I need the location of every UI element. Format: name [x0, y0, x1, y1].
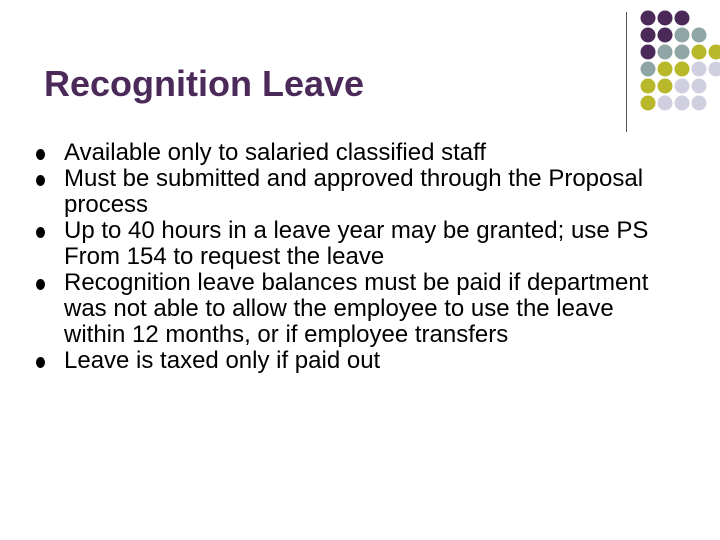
bullet-dot-icon [36, 175, 45, 186]
decorative-dot [641, 62, 656, 77]
decorative-dot [658, 62, 673, 77]
bullet-item [36, 270, 676, 348]
bullet-item [36, 348, 676, 374]
bullet-dot-icon [36, 357, 45, 368]
bullet-item [36, 140, 676, 166]
decorative-dot [658, 11, 673, 26]
bullet-list [36, 140, 676, 374]
decorative-dot [692, 28, 707, 43]
bullet-dot-icon [36, 227, 45, 238]
decorative-dot [658, 96, 673, 111]
bullet-dot-icon [36, 279, 45, 290]
decorative-dot [641, 28, 656, 43]
decorative-dot [658, 79, 673, 94]
decorative-dot [641, 11, 656, 26]
bullet-item [36, 218, 676, 270]
decorative-dot [692, 79, 707, 94]
slide-title: Recognition Leave [44, 63, 365, 104]
decorative-dot [675, 96, 690, 111]
bullet-text: Up to 40 hours in a leave year may be granted; use PS From 154 to request the leave [64, 217, 649, 270]
decorative-dot [675, 79, 690, 94]
decorative-dot [675, 45, 690, 60]
decorative-dot [692, 62, 707, 77]
bullet-text: Recognition leave balances must be paid if department was not able to allow the employee to use the leave within 12 months, or if employee transfers [64, 269, 649, 348]
decorative-dot [709, 45, 720, 60]
decorative-dot [692, 45, 707, 60]
decorative-dot [675, 28, 690, 43]
decorative-dot [709, 62, 720, 77]
decorative-dot [692, 96, 707, 111]
decorative-dot [675, 62, 690, 77]
decorative-dot [641, 45, 656, 60]
decorative-dot [658, 45, 673, 60]
bullet-dot-icon [36, 149, 45, 160]
bullet-text: Available only to salaried classified staff [64, 139, 487, 166]
vertical-divider [626, 12, 627, 132]
decorative-dot [641, 96, 656, 111]
decorative-dot [675, 11, 690, 26]
decorative-dot [658, 28, 673, 43]
decorative-dot [641, 79, 656, 94]
bullet-text: Leave is taxed only if paid out [64, 347, 381, 374]
bullet-item [36, 166, 676, 218]
bullet-text: Must be submitted and approved through the Proposal process [64, 165, 644, 218]
